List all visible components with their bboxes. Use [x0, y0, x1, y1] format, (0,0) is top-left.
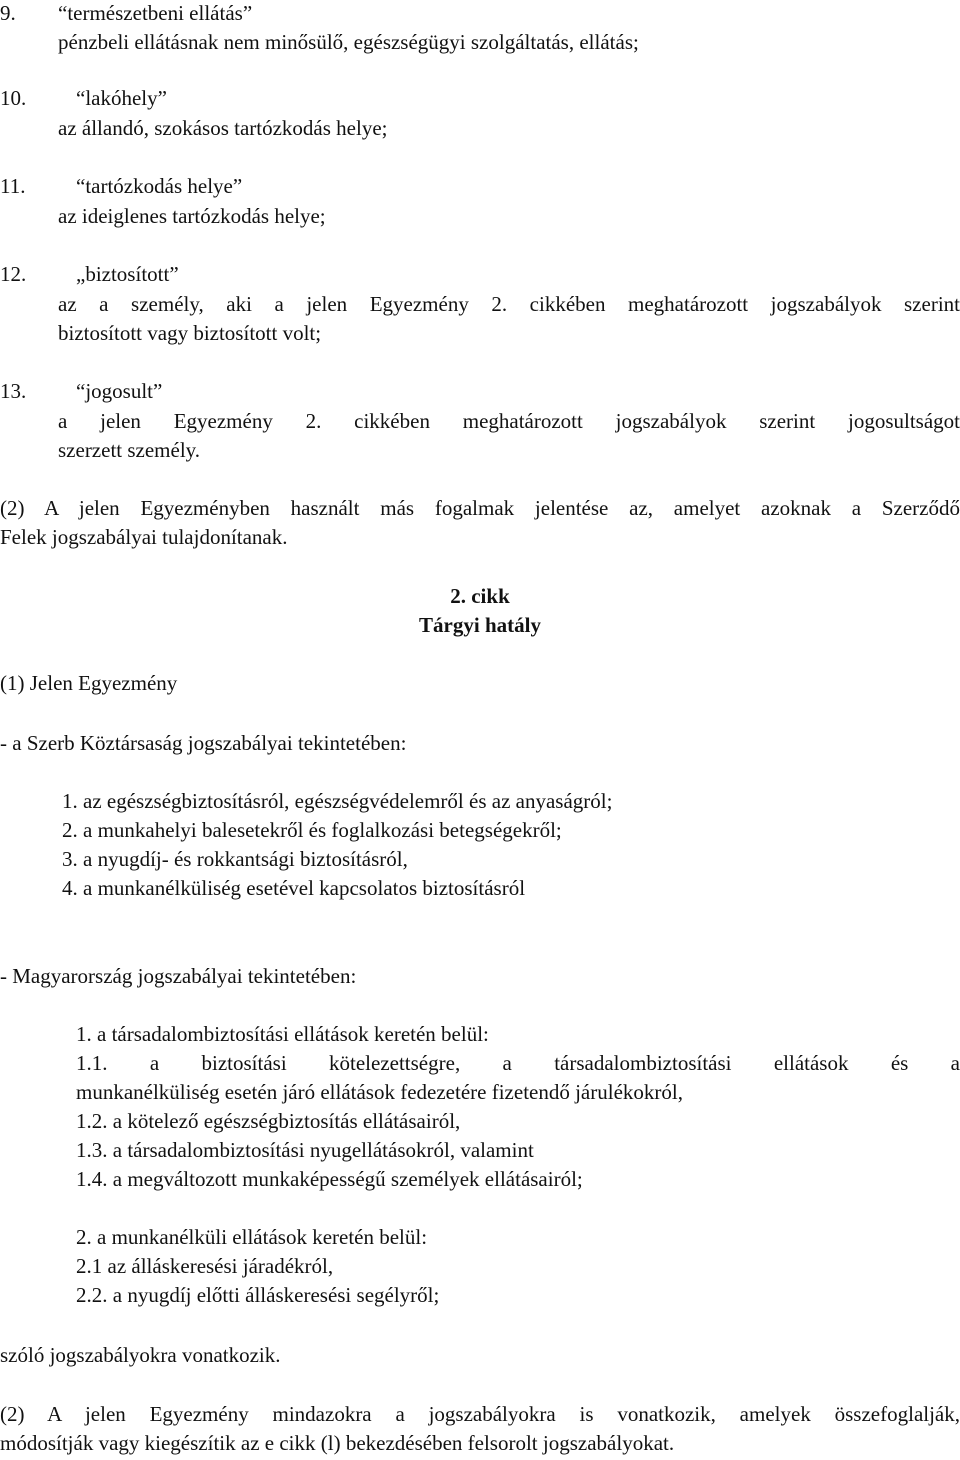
definition-term: “tartózkodás helye” [76, 174, 243, 198]
list-item: 1.1. a biztosítási kötelezettségre, a társadalombiztosítási ellátások és a [76, 1051, 960, 1075]
definition-term: “természetbeni ellátás” [58, 1, 253, 25]
paragraph-2-line: Felek jogszabályai tulajdonítanak. [0, 525, 288, 549]
list-item: 3. a nyugdíj- és rokkantsági biztosításról, [62, 847, 408, 871]
definition-text: biztosított vagy biztosított volt; [58, 321, 322, 345]
definition-number: 10. [0, 86, 27, 110]
hungary-heading: - Magyarország jogszabályai tekintetében: [0, 964, 357, 988]
definition-text: az a személy, aki a jelen Egyezmény 2. cikkében meghatározott jogszabályok szerint [58, 292, 960, 316]
paragraph-2-line: (2) A jelen Egyezményben használt más fogalmak jelentése az, amelyet azoknak a Szerződő [0, 496, 960, 520]
definition-number: 11. [0, 174, 26, 198]
group-title: 2. a munkanélküli ellátások keretén belül: [76, 1225, 428, 1249]
definition-text: az ideiglenes tartózkodás helye; [58, 204, 326, 228]
paragraph-2b-line: módosítják vagy kiegészítik az e cikk (l) bekezdésében felsorolt jogszabályokat. [0, 1431, 675, 1455]
serbia-heading: - a Szerb Köztársaság jogszabályai tekintetében: [0, 731, 407, 755]
definition-text: a jelen Egyezmény 2. cikkében meghatározott jogszabályok szerint jogosultságot [58, 409, 960, 433]
paragraph-2b-line: (2) A jelen Egyezmény mindazokra a jogszabályokra is vonatkozik, amelyek összefoglalják, [0, 1402, 960, 1426]
paragraph-1: (1) Jelen Egyezmény [0, 671, 178, 695]
definition-text: pénzbeli ellátásnak nem minősülő, egészségügyi szolgáltatás, ellátás; [58, 30, 639, 54]
definition-term: “jogosult” [76, 379, 163, 403]
definition-text: az állandó, szokásos tartózkodás helye; [58, 116, 388, 140]
group-title: 1. a társadalombiztosítási ellátások keretén belül: [76, 1022, 489, 1046]
list-item: 1.4. a megváltozott munkaképességű személyek ellátásairól; [76, 1167, 583, 1191]
definition-number: 12. [0, 262, 27, 286]
list-item: 2.1 az álláskeresési járadékról, [76, 1254, 334, 1278]
article-number: 2. cikk [450, 584, 510, 608]
definition-number: 9. [0, 1, 16, 25]
list-item: 4. a munkanélküliség esetével kapcsolatos biztosításról [62, 876, 526, 900]
definition-term: “lakóhely” [76, 86, 167, 110]
definition-text: szerzett személy. [58, 438, 201, 462]
list-item: 2. a munkahelyi balesetekről és foglalkozási betegségekről; [62, 818, 562, 842]
list-item: 2.2. a nyugdíj előtti álláskeresési segélyről; [76, 1283, 440, 1307]
article-title: Tárgyi hatály [419, 613, 541, 637]
list-item: munkanélküliség esetén járó ellátások fedezetére fizetendő járulékokról, [76, 1080, 683, 1104]
list-item: 1. az egészségbiztosításról, egészségvédelemről és az anyaságról; [62, 789, 613, 813]
list-item: 1.2. a kötelező egészségbiztosítás ellátásairól, [76, 1109, 461, 1133]
definition-number: 13. [0, 379, 27, 403]
definition-term: „biztosított” [76, 262, 179, 286]
closing-line: szóló jogszabályokra vonatkozik. [0, 1343, 281, 1367]
list-item: 1.3. a társadalombiztosítási nyugellátásokról, valamint [76, 1138, 534, 1162]
